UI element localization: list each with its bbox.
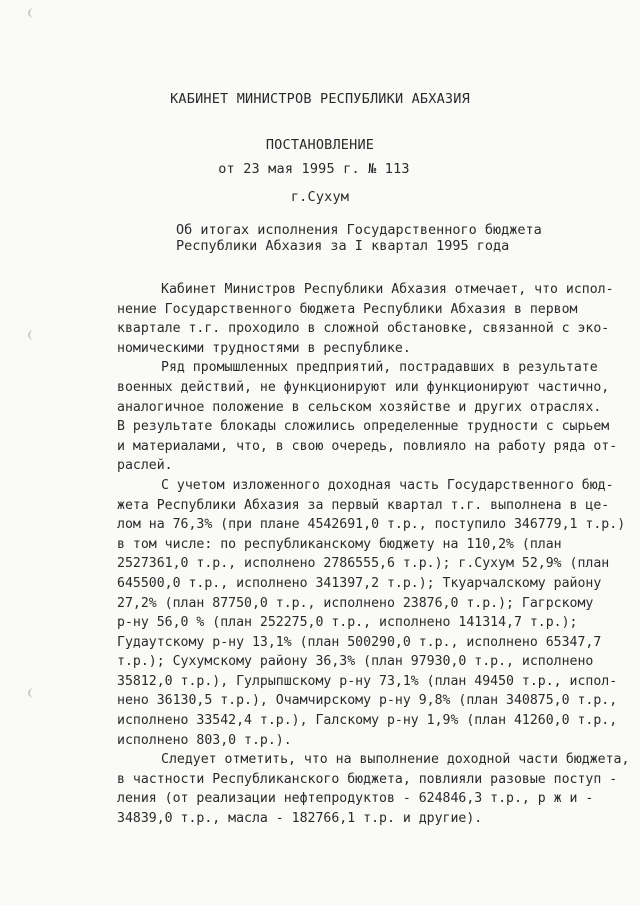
body-line: 35812,0 т.р.), Гулрыпшскому р-ну 73,1% (план 49450 т.р., испол- (117, 673, 618, 689)
body-line: жета Республики Абхазия за первый квартал т.г. выполнена в це- (117, 497, 610, 513)
subject-line: Республики Абхазия за I квартал 1995 года (176, 238, 510, 254)
punch-hole-mark (28, 8, 40, 18)
body-line: В результате блокады сложились определенные трудности с сырьем (117, 419, 610, 435)
body-line: в частности Республиканского бюджета, повлияли разовые поступ - (117, 771, 618, 787)
body-line: Ряд промышленных предприятий, пострадавших в результате (161, 360, 598, 376)
date-and-number: от 23 мая 1995 г. № 113 (218, 161, 410, 177)
document-body (117, 280, 630, 829)
body-line: лом на 76,3% (при плане 4542691,0 т.р., поступило 346779,1 т.р.) (117, 517, 626, 533)
body-line: 645500,0 т.р., исполнено 341397,2 т.р.); Ткуарчалскому району (117, 575, 602, 591)
body-line: р-ну 56,0 % (план 252275,0 т.р., исполнено 141314,7 т.р.); (117, 615, 578, 631)
body-line: исполнено 33542,4 т.р.), Галскому р-ну 1,9% (план 41260,0 т.р., (117, 713, 618, 729)
body-line: т.р.); Сухумскому району 36,3% (план 97930,0 т.р., исполнено (117, 654, 594, 670)
body-line: квартале т.г. проходило в сложной обстановке, связанной с эко- (117, 321, 610, 337)
body-line: 34839,0 т.р., масла - 182766,1 т.р. и другие). (117, 811, 483, 827)
body-line: раслей. (117, 458, 173, 474)
body-line: военных действий, не функционируют или функционируют частично, (117, 379, 610, 395)
body-line: ления (от реализации нефтепродуктов - 624846,3 т.р., р ж и - (117, 791, 594, 807)
body-line: С учетом изложенного доходная часть Государственного бюд- (161, 477, 614, 493)
body-line: 27,2% (план 87750,0 т.р., исполнено 23876,0 т.р.); Гагрскому (117, 595, 594, 611)
body-line: исполнено 803,0 т.р.). (117, 732, 292, 748)
body-line: Следует отметить, что на выполнение доходной части бюджета, (161, 752, 630, 768)
body-line: нение Государственного бюджета Республики Абхазия в первом (117, 301, 578, 317)
body-line: Гудаутскому р-ну 13,1% (план 500290,0 т.р., исполнено 65347,7 (117, 634, 602, 650)
punch-hole-mark (28, 688, 40, 698)
body-line: нено 36130,5 т.р.), Очамчирскому р-ну 9,8% (план 340875,0 т.р., (117, 693, 618, 709)
body-line: номическими трудностями в республике. (117, 340, 411, 356)
body-line: Кабинет Министров Республики Абхазия отмечает, что испол- (161, 282, 614, 297)
subject-line: Об итогах исполнения Государственного бюджета (176, 222, 542, 238)
document-type: ПОСТАНОВЛЕНИЕ (265, 137, 375, 153)
body-line: аналогичное положение в сельском хозяйстве и других отраслях. (117, 399, 602, 415)
place: г.Сухум (290, 189, 350, 205)
organization-title: КАБИНЕТ МИНИСТРОВ РЕСПУБЛИКИ АБХАЗИЯ (170, 91, 470, 107)
body-line: и материалами, что, в свою очередь, повлияло на работу ряда от- (117, 438, 618, 454)
punch-hole-mark (28, 330, 40, 340)
body-line: 2527361,0 т.р., исполнено 2786555,6 т.р.); г.Сухум 52,9% (план (117, 556, 610, 572)
body-line: в том числе: по республиканскому бюджету на 110,2% (план (117, 536, 562, 552)
